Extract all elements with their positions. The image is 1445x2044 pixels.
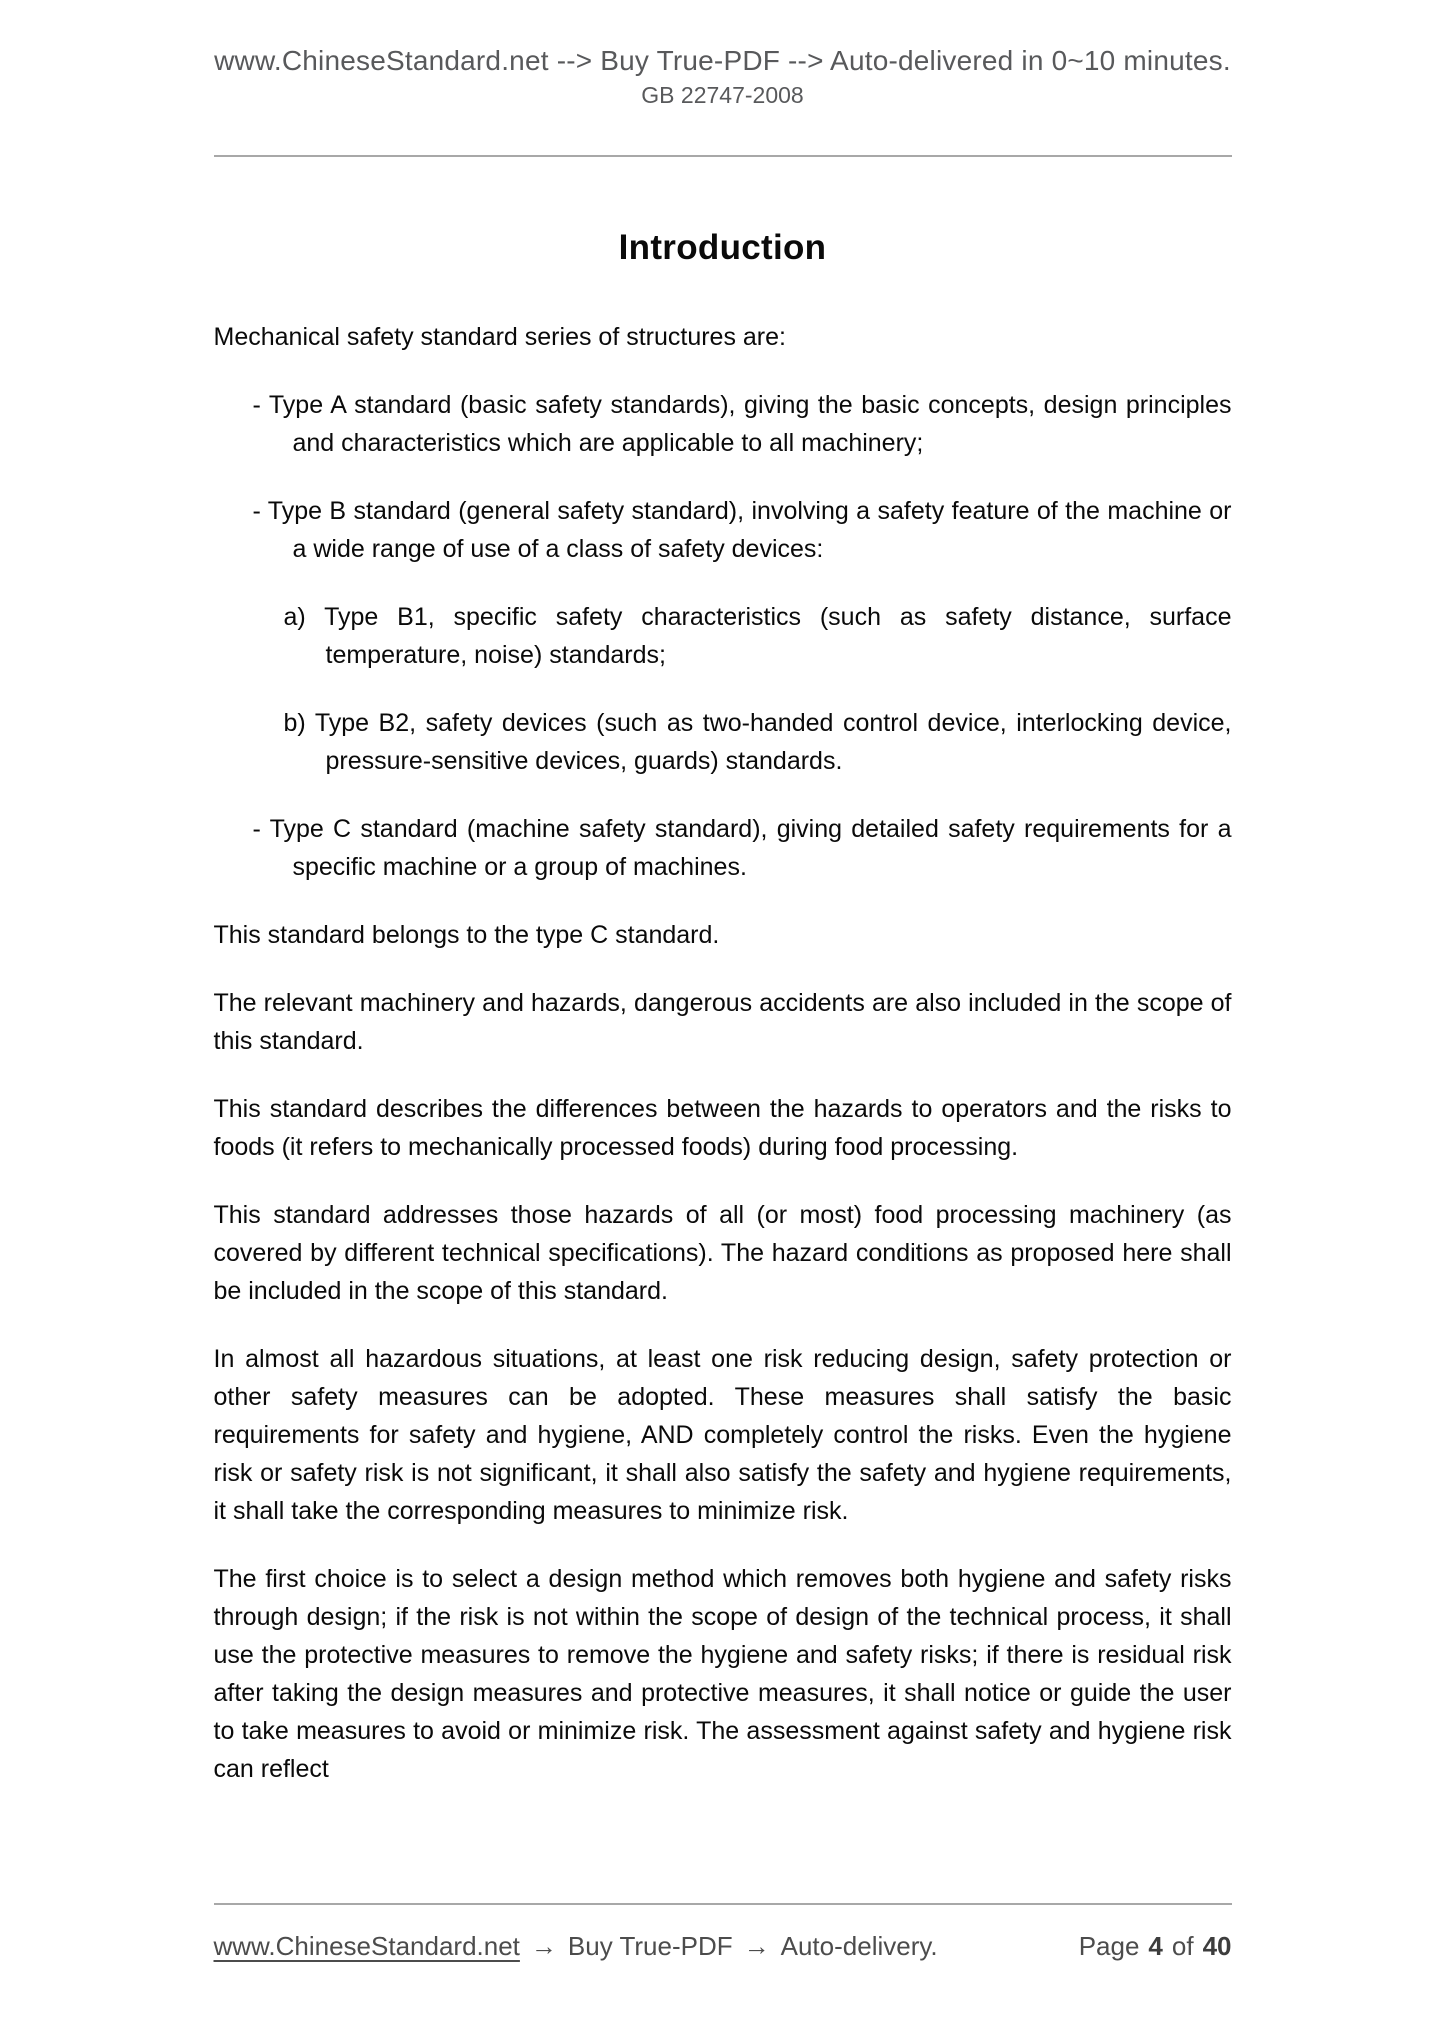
footer-divider [214,1903,1232,1905]
document-content [214,227,1232,1788]
header-promo-text: www.ChineseStandard.net --> Buy True-PDF --> Auto-delivered in 0~10 minutes. [214,45,1231,76]
header-standard-number: GB 22747-2008 [641,82,804,108]
right-arrow-icon: → [743,1931,770,1961]
page-footer [0,1903,1445,1962]
list-item-type-b1: a) Type B1, specific safety characteristics (such as safety distance, surface temperature, noise) standards; [283,603,1232,669]
of-word: of [1171,1931,1194,1961]
document-title: Introduction [618,228,827,267]
paragraph-belongs: This standard belongs to the type C standard. [213,921,720,949]
paragraph-relevant-machinery: The relevant machinery and hazards, dangerous accidents are also included in the scope of this standard. [213,989,1232,1055]
page-header [0,0,1445,157]
footer-breadcrumb [214,1931,938,1962]
list-item-type-c: - Type C standard (machine safety standard), giving detailed safety requirements for a specific machine or a group of machines. [252,815,1232,881]
footer-delivery-text: Auto-delivery. [780,1931,938,1961]
header-divider [214,155,1232,157]
list-item-type-b: - Type B standard (general safety standard), involving a safety feature of the machine or a wide range of use of a class of safety devices: [252,497,1232,563]
paragraph-intro: Mechanical safety standard series of structures are: [213,323,786,351]
paragraph-first-choice: The first choice is to select a design method which removes both hygiene and safety risks through design; if the risk is not within the scope of design of the technical process, it shall use the protective measures to remove the hygiene and safety risks; if there is residual risk after taking the design measures and protective measures, it shall notice or guide the user to take measures to avoid or minimize risk. The assessment against safety and hygiene risk can reflect [213,1565,1232,1783]
page-indicator [1079,1931,1232,1962]
paragraph-hazardous-situations: In almost all hazardous situations, at least one risk reducing design, safety protection or other safety measures can be adopted. These measures shall satisfy the basic requirements for safety and hygiene, AND completely control the risks. Even the hygiene risk or safety risk is not significant, it shall also satisfy the safety and hygiene requirements, it shall take the corresponding measures to minimize risk. [213,1345,1232,1525]
list-item-type-a: - Type A standard (basic safety standards), giving the basic concepts, design principles and characteristics which are applicable to all machinery; [252,391,1232,457]
right-arrow-icon: → [530,1931,557,1961]
page-word: Page [1078,1931,1140,1961]
list-item-type-b2: b) Type B2, safety devices (such as two-handed control device, interlocking device, pressure-sensitive devices, guards) standards. [283,709,1232,775]
total-pages: 40 [1202,1931,1232,1961]
page-number: 4 [1148,1931,1163,1961]
footer-buy-text: Buy True-PDF [567,1931,733,1961]
paragraph-describes-differences: This standard describes the differences between the hazards to operators and the risks to foods (it refers to mechanically processed foods) during food processing. [213,1095,1232,1161]
paragraph-addresses-hazards: This standard addresses those hazards of all (or most) food processing machinery (as covered by different technical specifications). The hazard conditions as proposed here shall be included in the scope of this standard. [213,1201,1232,1305]
footer-site-link[interactable]: www.ChineseStandard.net [213,1931,520,1961]
